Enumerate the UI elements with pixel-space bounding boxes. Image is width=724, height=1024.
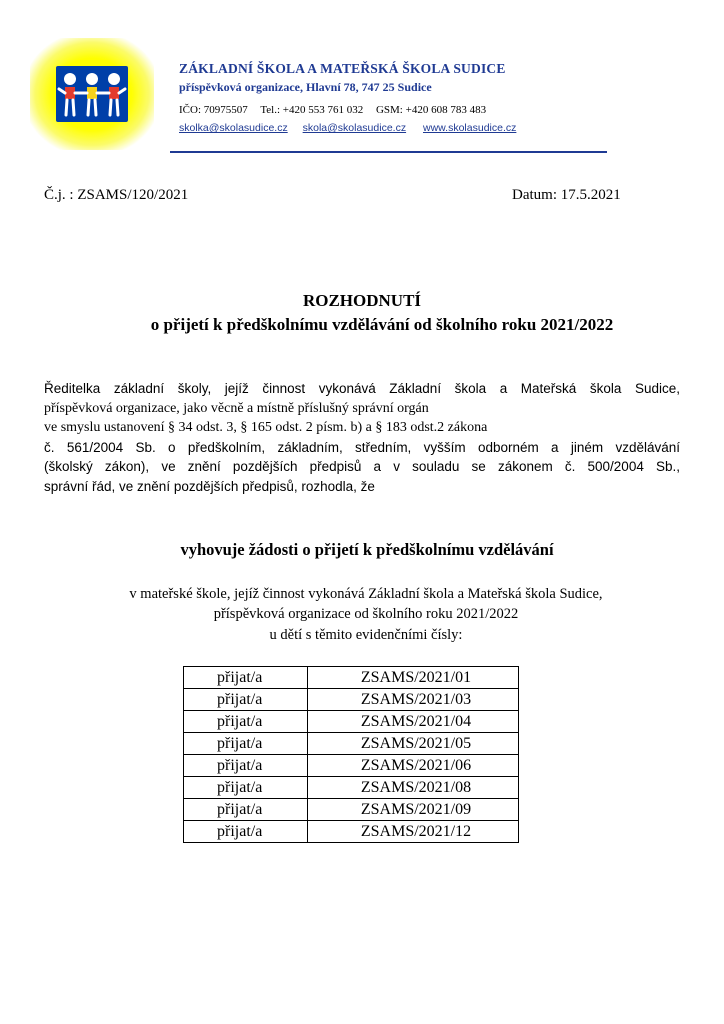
document-date: Datum: 17.5.2021 [512, 187, 621, 203]
code-cell: ZSAMS/2021/12 [308, 821, 519, 843]
kindergarten-email-link[interactable]: skolka@skolasudice.cz [179, 122, 288, 134]
header-divider [170, 151, 607, 153]
school-logo [56, 66, 128, 122]
table-row [184, 667, 519, 689]
reference-number: Č.j. : ZSAMS/120/2021 [44, 187, 189, 203]
body-line: (školský zákon), ve znění pozdějších předpisů a v souladu se zákonem č. 500/2004 Sb., [44, 459, 680, 475]
decision-statement: vyhovuje žádosti o přijetí k předškolnímu vzdělávání [180, 540, 554, 559]
body-line: správní řád, ve znění pozdějších předpisů, rozhodla, že [44, 478, 375, 494]
body-line: ve smyslu ustanovení § 34 odst. 3, § 165 odst. 2 písm. b) a § 183 odst.2 zákona [44, 420, 488, 436]
school-email-link[interactable]: skola@skolasudice.cz [302, 122, 407, 134]
table-row [184, 733, 519, 755]
body-line: příspěvková organizace, jako věcně a místně příslušný správní orgán [44, 400, 429, 416]
mobile-number: GSM: +420 608 783 483 [375, 104, 487, 116]
contact-links [179, 122, 528, 134]
status-cell: přijat/a [184, 799, 308, 821]
centered-line-2: příspěvková organizace od školního roku 2021/2022 [213, 606, 519, 622]
table-row [184, 799, 519, 821]
status-cell: přijat/a [184, 777, 308, 799]
school-name: ZÁKLADNÍ ŠKOLA A MATEŘSKÁ ŠKOLA SUDICE [179, 61, 506, 76]
body-line: Ředitelka základní školy, jejíž činnost vykonává Základní škola a Mateřská škola Sudice, [44, 381, 680, 396]
status-cell: přijat/a [184, 667, 308, 689]
centered-line-3: u dětí s těmito evidenčními čísly: [269, 627, 463, 643]
code-cell: ZSAMS/2021/05 [308, 733, 519, 755]
table-row [184, 755, 519, 777]
phone-number: Tel.: +420 553 761 032 [260, 104, 364, 116]
code-cell: ZSAMS/2021/01 [308, 667, 519, 689]
status-cell: přijat/a [184, 689, 308, 711]
decision-subheading: o přijetí k předškolnímu vzdělávání od školního roku 2021/2022 [150, 315, 614, 334]
code-cell: ZSAMS/2021/04 [308, 711, 519, 733]
table-row [184, 711, 519, 733]
code-cell: ZSAMS/2021/06 [308, 755, 519, 777]
status-cell: přijat/a [184, 821, 308, 843]
centered-line-1: v mateřské škole, jejíž činnost vykonává Základní škola a Mateřská škola Sudice, [129, 586, 603, 602]
table-row [184, 821, 519, 843]
decision-heading: ROZHODNUTÍ [302, 291, 422, 310]
status-cell: přijat/a [184, 755, 308, 777]
code-cell: ZSAMS/2021/03 [308, 689, 519, 711]
school-address: příspěvková organizace, Hlavní 78, 747 25 Sudice [179, 80, 432, 94]
status-cell: přijat/a [184, 711, 308, 733]
code-cell: ZSAMS/2021/08 [308, 777, 519, 799]
contact-line [179, 104, 496, 116]
website-link[interactable]: www.skolasudice.cz [423, 122, 517, 134]
children-figures-icon [56, 66, 128, 122]
table-row [184, 777, 519, 799]
accepted-children-table [183, 666, 519, 843]
ico-number: IČO: 70975507 [179, 104, 248, 116]
table-row [184, 689, 519, 711]
status-cell: přijat/a [184, 733, 308, 755]
body-line: č. 561/2004 Sb. o předškolním, základním, středním, vyšším odborném a jiném vzdělávání [44, 439, 680, 455]
body-paragraph [44, 379, 680, 497]
code-cell: ZSAMS/2021/09 [308, 799, 519, 821]
